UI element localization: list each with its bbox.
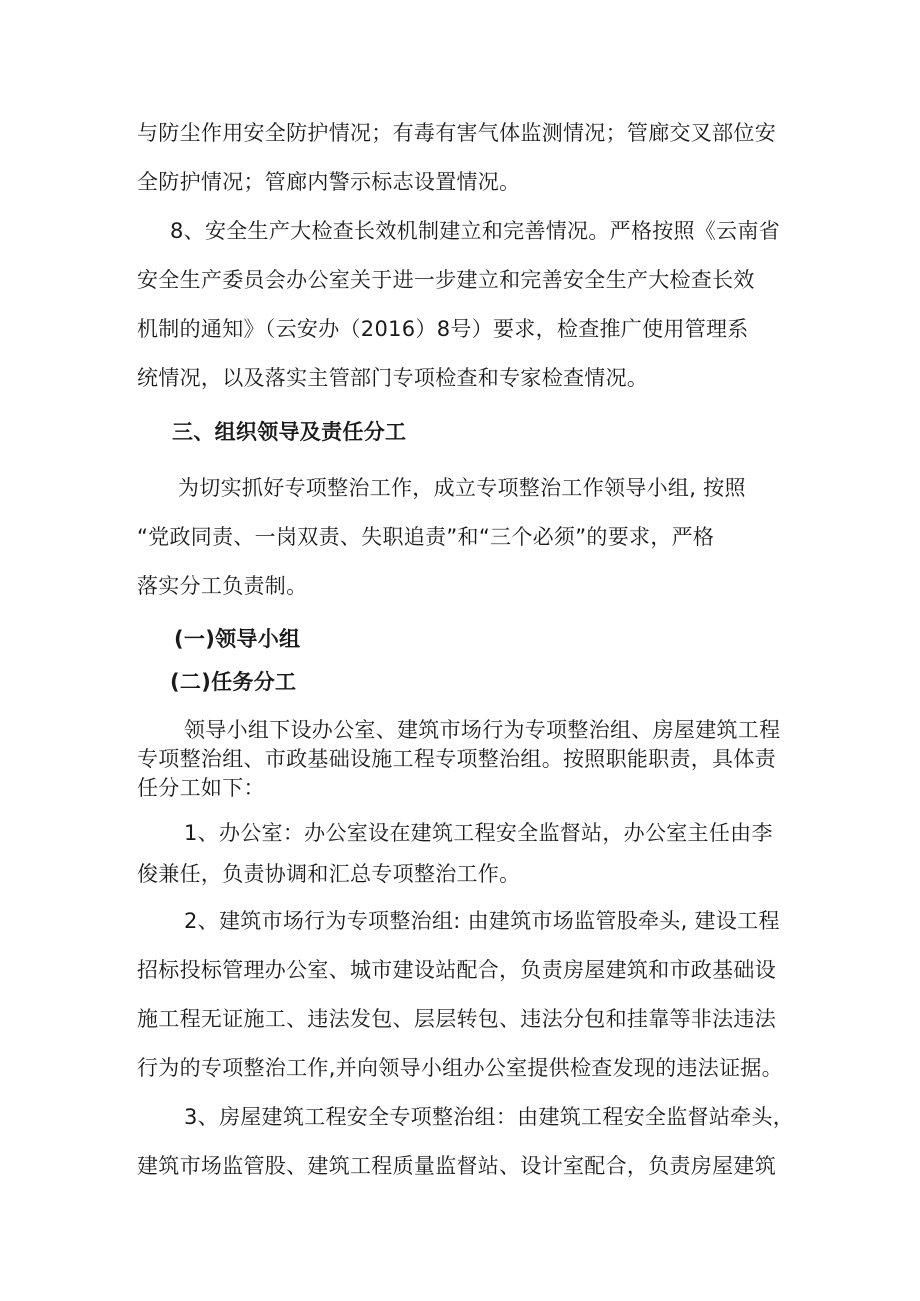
paragraph-line: 安全生产委员会办公室关于进一步建立和完善安全生产大检查长效 (137, 268, 755, 292)
paragraph-line: 施工程无证施工、违法发包、层层转包、违法分包和挂靠等非法违法 (137, 1007, 776, 1031)
paragraph-line: 领导小组下设办公室、建筑市场行为专项整治组、房屋建筑工程 (184, 718, 781, 742)
paragraph-line: 专项整治组、市政基础设施工程专项整治组。按照职能职责，具体责 (137, 747, 776, 771)
subsection-heading: (一)领导小组 (174, 627, 301, 651)
paragraph-line: 全防护情况；管廊内警示标志设置情况。 (137, 170, 521, 194)
paragraph-line: 招标投标管理办公室、城市建设站配合，负责房屋建筑和市政基础设 (137, 958, 776, 982)
paragraph-line: 为切实抓好专项整治工作，成立专项整治工作领导小组, 按照 (178, 476, 746, 500)
paragraph-line: 与防尘作用安全防护情况；有毒有害气体监测情况；管廊交叉部位安 (137, 121, 776, 145)
paragraph-line: 1、办公室：办公室设在建筑工程安全监督站，办公室主任由李 (184, 821, 773, 845)
subsection-heading: (二)任务分工 (170, 670, 297, 694)
paragraph-line: 俊兼任，负责协调和汇总专项整治工作。 (137, 862, 521, 886)
paragraph-line: 3、房屋建筑工程安全专项整治组：由建筑工程安全监督站牵头， (184, 1105, 795, 1129)
paragraph-line: 机制的通知》（云安办（2016）8号）要求，检查推广使用管理系 (137, 317, 749, 341)
paragraph-line: 落实分工负责制。 (137, 574, 308, 598)
paragraph-line: 统情况，以及落实主管部门专项检查和专家检查情况。 (137, 366, 649, 390)
paragraph-line: 建筑市场监管股、建筑工程质量监督站、设计室配合，负责房屋建筑 (137, 1154, 776, 1178)
paragraph-line: 行为的专项整治工作,并向领导小组办公室提供检查发现的违法证据。 (137, 1056, 783, 1080)
section-heading: 三、组织领导及责任分工 (172, 420, 407, 444)
paragraph-line: 8、安全生产大检查长效机制建立和完善情况。严格按照《云南省 (170, 219, 781, 243)
paragraph-line: “党政同责、一岗双责、失职追责”和“三个必须”的要求，严格 (137, 525, 715, 549)
paragraph-line: 任分工如下： (137, 776, 265, 800)
paragraph-line: 2、建筑市场行为专项整治组: 由建筑市场监管股牵头, 建设工程 (184, 909, 780, 933)
